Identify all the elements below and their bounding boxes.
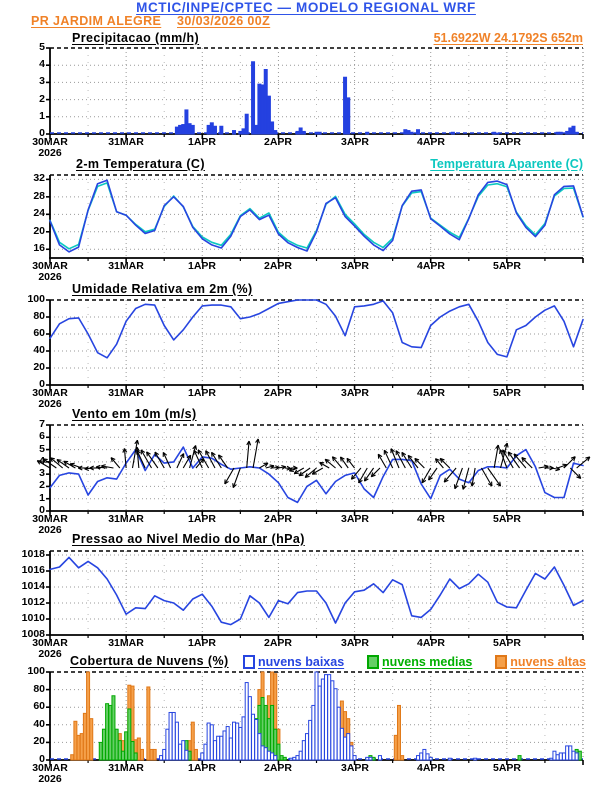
bar — [344, 737, 347, 760]
panel-pressure — [46, 551, 583, 640]
bar — [274, 756, 277, 760]
ytick-clouds-60: 60 — [33, 700, 45, 712]
line-2-m-Temperatura-(C) — [50, 180, 583, 252]
station-name: PR JARDIM ALEGRE — [31, 14, 162, 28]
bar — [296, 756, 299, 760]
bar — [210, 123, 213, 134]
xtick-wind-4APR: 4APR — [416, 513, 445, 525]
bar — [337, 707, 340, 760]
bar — [271, 753, 274, 760]
ytick-precipitation-1: 1 — [39, 110, 45, 122]
bar — [204, 744, 207, 760]
bar — [347, 734, 350, 760]
bar — [210, 725, 213, 760]
xtick-wind-1APR: 1APR — [187, 513, 216, 525]
bar — [566, 746, 569, 760]
bar — [207, 125, 210, 134]
bar — [121, 751, 124, 760]
bar — [141, 749, 144, 760]
ytick-wind-7: 7 — [39, 418, 45, 430]
bar — [163, 749, 166, 760]
bar — [417, 756, 420, 760]
bar — [185, 750, 188, 760]
bar — [318, 686, 321, 760]
xtick-clouds-4APR: 4APR — [416, 762, 445, 774]
ytick-pressure-1014: 1014 — [21, 580, 45, 592]
panel-title-pressure: Pressao ao Nivel Medio do Mar (hPa) — [72, 532, 305, 546]
bar — [223, 731, 226, 760]
bars-nuvens-baixas — [160, 672, 579, 760]
bar — [229, 738, 232, 760]
bar — [182, 741, 185, 760]
xtick-temperature-4APR: 4APR — [416, 260, 445, 272]
bar — [87, 672, 90, 760]
xtick-precipitation-31MAR: 31MAR — [108, 136, 144, 148]
bar — [115, 729, 118, 760]
page-title: MCTIC/INPE/CPTEC — MODELO REGIONAL WRF — [136, 0, 476, 15]
ytick-wind-5: 5 — [39, 443, 45, 455]
bar — [267, 751, 270, 760]
bar — [188, 751, 191, 760]
ytick-wind-2: 2 — [39, 479, 45, 491]
bar — [137, 738, 140, 760]
bar — [575, 132, 578, 134]
bar — [325, 675, 328, 760]
panel-wind — [37, 425, 590, 516]
ytick-wind-4: 4 — [39, 455, 45, 467]
legend-label-high-clouds: nuvens altas — [510, 655, 586, 669]
xtick-year-wind: 2026 — [38, 524, 62, 536]
bar — [271, 705, 274, 760]
xtick-year-clouds: 2026 — [38, 773, 62, 785]
bar — [233, 722, 236, 760]
bar — [191, 722, 194, 760]
bars-precip — [175, 62, 578, 134]
bar — [274, 131, 277, 134]
xtick-pressure-30MAR: 30MAR — [32, 637, 68, 649]
bar — [255, 720, 258, 760]
bar — [572, 126, 575, 134]
ytick-precipitation-2: 2 — [39, 93, 45, 105]
bar — [179, 125, 182, 134]
bar — [569, 746, 572, 760]
bar — [496, 133, 499, 134]
xtick-clouds-5APR: 5APR — [492, 762, 521, 774]
bar — [283, 757, 286, 760]
bar — [271, 122, 274, 134]
panel-title-temperature: 2-m Temperatura (C) — [76, 157, 205, 171]
xtick-clouds-30MAR: 30MAR — [32, 762, 68, 774]
ytick-wind-3: 3 — [39, 467, 45, 479]
xtick-humidity-30MAR: 30MAR — [32, 387, 68, 399]
bar — [277, 744, 280, 760]
bar — [334, 689, 337, 760]
xtick-precipitation-1APR: 1APR — [187, 136, 216, 148]
xtick-humidity-31MAR: 31MAR — [108, 387, 144, 399]
ytick-clouds-20: 20 — [33, 735, 45, 747]
xtick-humidity-1APR: 1APR — [187, 387, 216, 399]
bar — [420, 753, 423, 760]
bar — [248, 697, 251, 760]
bar — [102, 729, 105, 760]
bar — [261, 746, 264, 760]
xtick-year-temperature: 2026 — [38, 271, 62, 283]
model-run-datetime: 30/03/2026 00Z — [177, 14, 271, 28]
bar — [315, 132, 318, 134]
xtick-wind-2APR: 2APR — [263, 513, 292, 525]
bar — [83, 713, 86, 760]
ytick-pressure-1018: 1018 — [21, 548, 45, 560]
xtick-wind-31MAR: 31MAR — [108, 513, 144, 525]
bar — [169, 712, 172, 760]
xtick-temperature-2APR: 2APR — [263, 260, 292, 272]
bar — [125, 732, 128, 760]
bar — [353, 756, 356, 760]
xtick-humidity-5APR: 5APR — [492, 387, 521, 399]
xtick-clouds-31MAR: 31MAR — [108, 762, 144, 774]
bar — [194, 749, 197, 760]
bar — [302, 741, 305, 760]
ytick-clouds-100: 100 — [27, 665, 45, 677]
bar — [328, 675, 331, 760]
bar — [74, 721, 77, 760]
bar — [366, 132, 369, 134]
bar — [245, 683, 248, 760]
ytick-humidity-20: 20 — [33, 361, 45, 373]
bar — [172, 712, 175, 760]
xtick-humidity-2APR: 2APR — [263, 387, 292, 399]
bar — [404, 130, 407, 134]
bar — [575, 753, 578, 760]
ytick-precipitation-3: 3 — [39, 75, 45, 87]
xtick-wind-3APR: 3APR — [340, 513, 369, 525]
bar — [293, 757, 296, 760]
bar — [201, 753, 204, 760]
bar — [207, 723, 210, 760]
bar — [150, 749, 153, 760]
ytick-humidity-60: 60 — [33, 327, 45, 339]
xtick-wind-30MAR: 30MAR — [32, 513, 68, 525]
panel-clouds — [46, 672, 583, 765]
bar — [299, 128, 302, 134]
xtick-clouds-3APR: 3APR — [340, 762, 369, 774]
xtick-humidity-4APR: 4APR — [416, 387, 445, 399]
bar — [423, 749, 426, 760]
ytick-humidity-40: 40 — [33, 344, 45, 356]
panel-title-precipitation: Precipitacao (mm/h) — [72, 31, 200, 45]
bar — [213, 126, 216, 134]
bar — [378, 756, 381, 760]
ytick-clouds-0: 0 — [39, 753, 45, 765]
bar — [448, 758, 451, 760]
ytick-temperature-32: 32 — [33, 172, 45, 184]
legend-label-low-clouds: nuvens baixas — [258, 655, 345, 669]
bar — [344, 77, 347, 134]
panel-title-wind: Vento em 10m (m/s) — [72, 407, 197, 421]
bar — [182, 125, 185, 134]
bar — [239, 131, 242, 134]
bar — [318, 132, 321, 134]
bar — [220, 736, 223, 760]
bar — [556, 755, 559, 760]
bar — [407, 131, 410, 134]
bar — [426, 754, 429, 760]
bar — [258, 84, 261, 134]
bar — [255, 125, 258, 134]
panel-precipitation — [46, 48, 583, 139]
bar — [299, 751, 302, 760]
ytick-wind-1: 1 — [39, 492, 45, 504]
bar — [280, 756, 283, 760]
xtick-humidity-3APR: 3APR — [340, 387, 369, 399]
bar — [236, 723, 239, 760]
bar — [562, 753, 565, 760]
ytick-precipitation-0: 0 — [39, 127, 45, 139]
ytick-pressure-1016: 1016 — [21, 564, 45, 576]
ytick-pressure-1012: 1012 — [21, 596, 45, 608]
bar — [258, 734, 261, 760]
bar — [417, 130, 420, 134]
bar — [321, 679, 324, 760]
bar — [372, 757, 375, 760]
bar — [147, 687, 150, 760]
bar — [261, 85, 264, 134]
bar — [340, 728, 343, 760]
legend-label-mid-clouds: nuvens medias — [382, 655, 473, 669]
bar — [242, 717, 245, 760]
bar — [245, 114, 248, 134]
xtick-pressure-4APR: 4APR — [416, 637, 445, 649]
bar — [559, 753, 562, 760]
ytick-humidity-80: 80 — [33, 310, 45, 322]
bar — [290, 758, 293, 760]
bar — [233, 131, 236, 134]
xtick-year-humidity: 2026 — [38, 398, 62, 410]
panel-temperature — [46, 175, 583, 263]
ytick-pressure-1010: 1010 — [21, 612, 45, 624]
bar — [217, 736, 220, 760]
bar — [220, 126, 223, 134]
bar — [302, 131, 305, 134]
ytick-clouds-40: 40 — [33, 718, 45, 730]
bar — [191, 125, 194, 134]
bar — [347, 98, 350, 134]
xtick-temperature-5APR: 5APR — [492, 260, 521, 272]
xtick-year-pressure: 2026 — [38, 648, 62, 660]
bar — [252, 714, 255, 760]
xtick-temperature-3APR: 3APR — [340, 260, 369, 272]
bar — [296, 131, 299, 134]
bar — [264, 748, 267, 760]
ytick-pressure-1008: 1008 — [21, 628, 45, 640]
bar — [153, 749, 156, 760]
xtick-temperature-1APR: 1APR — [187, 260, 216, 272]
bar — [239, 727, 242, 760]
bar — [309, 720, 312, 760]
xtick-precipitation-4APR: 4APR — [416, 136, 445, 148]
bar — [578, 751, 581, 760]
bar — [572, 751, 575, 760]
bar — [267, 96, 270, 134]
panel-humidity — [46, 300, 583, 390]
bar — [366, 757, 369, 760]
bar — [305, 734, 308, 760]
ytick-temperature-24: 24 — [33, 207, 45, 219]
bar — [160, 756, 163, 760]
bar — [518, 756, 521, 760]
station-coordinates: 51.6922W 24.1792S 652m — [433, 31, 583, 45]
bar — [493, 132, 496, 134]
ytick-wind-6: 6 — [39, 430, 45, 442]
bar — [131, 742, 134, 760]
bar — [134, 753, 137, 760]
bar — [109, 705, 112, 760]
bar — [401, 756, 404, 760]
bar — [566, 131, 569, 134]
ytick-precipitation-5: 5 — [39, 41, 45, 53]
bar — [77, 735, 80, 760]
xtick-pressure-1APR: 1APR — [187, 637, 216, 649]
xtick-pressure-31MAR: 31MAR — [108, 637, 144, 649]
xtick-temperature-31MAR: 31MAR — [108, 260, 144, 272]
bar — [179, 744, 182, 760]
bar — [451, 132, 454, 134]
xtick-year-precipitation: 2026 — [38, 147, 62, 159]
bar — [128, 709, 131, 760]
bar — [331, 681, 334, 760]
panel-title-clouds: Cobertura de Nuvens (%) — [70, 654, 229, 668]
bar — [80, 734, 83, 760]
ytick-temperature-28: 28 — [33, 190, 45, 202]
legend-apparent-temperature: Temperatura Aparente (C) — [430, 157, 583, 171]
bar — [175, 127, 178, 134]
bar — [71, 755, 74, 760]
bar — [112, 696, 115, 760]
xtick-wind-5APR: 5APR — [492, 513, 521, 525]
bar — [118, 741, 121, 760]
bar — [550, 758, 553, 760]
xtick-temperature-30MAR: 30MAR — [32, 260, 68, 272]
bar — [312, 705, 315, 760]
bar — [569, 128, 572, 134]
xtick-clouds-2APR: 2APR — [263, 762, 292, 774]
bar — [90, 719, 93, 760]
xtick-pressure-3APR: 3APR — [340, 637, 369, 649]
xtick-pressure-5APR: 5APR — [492, 637, 521, 649]
bar — [556, 132, 559, 134]
ytick-humidity-100: 100 — [27, 293, 45, 305]
ytick-precipitation-4: 4 — [39, 58, 45, 70]
bar — [474, 758, 477, 760]
xtick-pressure-2APR: 2APR — [263, 637, 292, 649]
ytick-clouds-80: 80 — [33, 683, 45, 695]
bar — [226, 727, 229, 760]
bar — [264, 70, 267, 135]
ytick-wind-0: 0 — [39, 504, 45, 516]
xtick-precipitation-30MAR: 30MAR — [32, 136, 68, 148]
panel-title-humidity: Umidade Relativa em 2m (%) — [72, 282, 253, 296]
bar — [188, 124, 191, 134]
bar — [315, 672, 318, 760]
xtick-clouds-1APR: 1APR — [187, 762, 216, 774]
bar — [175, 722, 178, 760]
ytick-temperature-20: 20 — [33, 225, 45, 237]
ytick-humidity-0: 0 — [39, 378, 45, 390]
bar — [106, 704, 109, 760]
bar — [429, 757, 432, 760]
bar — [394, 735, 397, 760]
bar — [166, 729, 169, 760]
bar — [99, 742, 102, 760]
xtick-precipitation-2APR: 2APR — [263, 136, 292, 148]
bar — [185, 110, 188, 134]
bar — [242, 129, 245, 134]
bar — [559, 132, 562, 134]
xtick-precipitation-5APR: 5APR — [492, 136, 521, 148]
bar — [553, 751, 556, 760]
bar — [369, 757, 372, 760]
bar — [213, 741, 216, 760]
bar — [252, 62, 255, 134]
bar — [410, 132, 413, 134]
ytick-temperature-16: 16 — [33, 242, 45, 254]
bar — [397, 705, 400, 760]
xtick-precipitation-3APR: 3APR — [340, 136, 369, 148]
bar — [350, 746, 353, 760]
